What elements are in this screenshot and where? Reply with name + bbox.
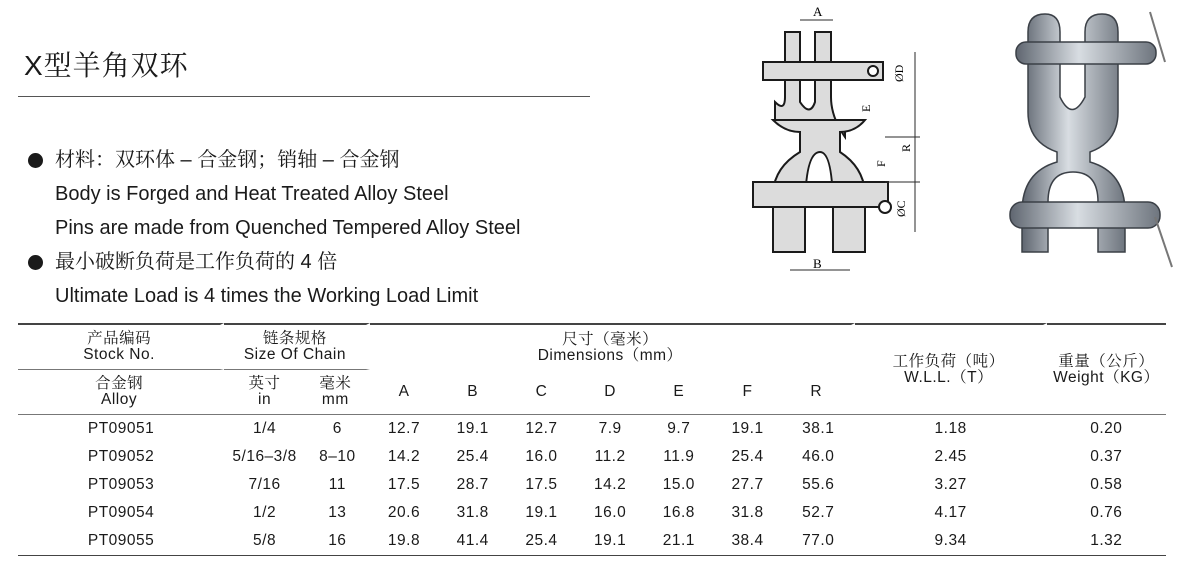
product-photo <box>1000 2 1180 277</box>
bullet-icon <box>28 255 43 270</box>
cell-c: 25.4 <box>507 527 576 556</box>
technical-drawing <box>745 2 935 277</box>
cell-b: 41.4 <box>438 527 507 556</box>
header-stock-cn: 产品编码 <box>87 330 152 347</box>
header-alloy <box>18 370 224 414</box>
header-dim-en: Dimensions（mm） <box>537 346 683 364</box>
cell-stock: PT09053 <box>87 476 155 493</box>
cell-mm: 13 <box>328 504 347 521</box>
cell-a: 17.5 <box>387 476 421 493</box>
bullet-icon <box>28 153 43 168</box>
cell-c: 17.5 <box>525 476 558 493</box>
dim-b-label: B <box>813 256 822 271</box>
cell-weight: 1.32 <box>1047 527 1166 556</box>
cell-e: 11.9 <box>663 448 695 465</box>
cell-wll: 1.18 <box>855 414 1047 443</box>
table-row <box>18 414 1166 443</box>
header-stock-en: Stock No. <box>83 346 155 363</box>
header-dim-b: B <box>467 383 479 400</box>
header-chain-en: Size Of Chain <box>243 346 346 363</box>
dim-d-label: ØD <box>892 64 906 82</box>
cell-r: 77.0 <box>782 527 855 556</box>
cell-wll: 3.27 <box>934 476 967 493</box>
cell-c: 19.1 <box>525 504 558 521</box>
cell-b: 25.4 <box>456 448 489 465</box>
spec-table <box>18 323 1166 556</box>
header-mm <box>305 370 370 414</box>
table-row <box>18 471 1166 499</box>
cell-r: 46.0 <box>802 448 835 465</box>
header-dim-d: D <box>604 383 616 400</box>
cell-a: 14.2 <box>387 448 421 465</box>
header-weight <box>1047 323 1166 414</box>
cell-f: 31.8 <box>731 504 764 521</box>
cell-r: 52.7 <box>802 504 835 521</box>
header-mm-cn: 毫米 <box>319 375 352 392</box>
header-dim-e: E <box>673 383 685 400</box>
cell-d: 14.2 <box>594 476 627 493</box>
header-wll-cn: 工作负荷（吨） <box>892 352 1005 370</box>
cell-b: 19.1 <box>438 414 507 443</box>
header-stock <box>18 323 224 370</box>
cell-weight: 0.20 <box>1047 414 1166 443</box>
cell-c: 16.0 <box>525 448 558 465</box>
spec-body: Body is Forged and Heat Treated Alloy Steel <box>55 183 449 205</box>
page-title: X型羊角双环 <box>24 50 189 81</box>
header-chain-cn: 链条规格 <box>262 330 327 347</box>
header-alloy-en: Alloy <box>101 391 138 408</box>
spec-load-en: Ultimate Load is 4 times the Working Load Limit <box>55 285 479 307</box>
bottom-pin <box>753 182 888 207</box>
cell-d: 19.1 <box>576 527 645 556</box>
cell-f: 19.1 <box>713 414 782 443</box>
spec-load <box>28 245 520 279</box>
table-row <box>18 527 1166 556</box>
cell-mm: 8–10 <box>319 448 356 465</box>
spec-list <box>28 143 520 313</box>
cell-stock: PT09054 <box>87 504 155 521</box>
cell-mm: 6 <box>305 414 370 443</box>
header-dim-f: F <box>742 383 753 400</box>
cell-inch: 1/4 <box>224 414 305 443</box>
header-wll <box>855 323 1047 414</box>
header-wll-en: W.L.L.（T） <box>904 368 994 386</box>
cell-mm: 11 <box>328 476 346 493</box>
cell-d: 11.2 <box>594 448 626 465</box>
cell-a: 20.6 <box>387 504 421 521</box>
spec-material-text: 材料：双环体 – 合金钢；销轴 – 合金钢 <box>55 149 400 171</box>
cell-wll: 2.45 <box>934 448 967 465</box>
cell-d: 7.9 <box>576 414 645 443</box>
header-dim-r: R <box>782 370 855 414</box>
cell-stock: PT09055 <box>18 527 224 556</box>
header-mm-en: mm <box>321 391 349 408</box>
cell-a: 12.7 <box>370 414 439 443</box>
cell-inch: 7/16 <box>248 476 281 493</box>
cell-e: 15.0 <box>662 476 695 493</box>
spec-load-text: 最小破断负荷是工作负荷的 4 倍 <box>55 251 338 273</box>
cell-weight: 0.37 <box>1090 448 1123 465</box>
header-dim-a: A <box>398 383 410 400</box>
table-row <box>18 443 1166 471</box>
cell-d: 16.0 <box>594 504 627 521</box>
header-dimensions <box>370 323 855 370</box>
cell-e: 16.8 <box>662 504 695 521</box>
cell-inch: 5/8 <box>224 527 305 556</box>
spec-pins: Pins are made from Quenched Tempered Alloy Steel <box>55 217 521 239</box>
cell-weight: 0.58 <box>1090 476 1123 493</box>
header-inch <box>224 370 305 414</box>
header-dim-c: C <box>535 383 548 400</box>
cell-wll: 4.17 <box>934 504 967 521</box>
cell-stock: PT09051 <box>18 414 224 443</box>
dim-f-label: F <box>874 160 888 167</box>
dim-c-label: ØC <box>894 200 908 217</box>
header-chain <box>224 323 370 370</box>
cell-r: 38.1 <box>782 414 855 443</box>
header-dim-cn: 尺寸（毫米） <box>562 330 659 348</box>
cell-inch: 1/2 <box>253 504 277 521</box>
top-pin <box>763 62 883 80</box>
cell-f: 38.4 <box>713 527 782 556</box>
cell-weight: 0.76 <box>1090 504 1123 521</box>
header-alloy-cn: 合金钢 <box>95 375 144 392</box>
header-in-en: in <box>258 391 272 408</box>
header-weight-en: Weight（KG） <box>1053 368 1160 386</box>
dim-a-label: A <box>813 4 823 19</box>
table-row <box>18 499 1166 527</box>
cell-f: 27.7 <box>731 476 764 493</box>
cell-e: 9.7 <box>644 414 713 443</box>
cell-stock: PT09052 <box>87 448 155 465</box>
cell-mm: 16 <box>305 527 370 556</box>
spec-material <box>28 143 520 177</box>
cell-inch: 5/16–3/8 <box>232 448 297 465</box>
dim-r-label: R <box>899 143 913 152</box>
cell-wll: 9.34 <box>855 527 1047 556</box>
header-in-cn: 英寸 <box>248 375 281 392</box>
header-weight-cn: 重量（公斤） <box>1058 352 1155 370</box>
cell-c: 12.7 <box>507 414 576 443</box>
cell-b: 31.8 <box>456 504 489 521</box>
title-divider <box>18 96 590 97</box>
cell-e: 21.1 <box>644 527 713 556</box>
cell-b: 28.7 <box>456 476 489 493</box>
cell-a: 19.8 <box>370 527 439 556</box>
cell-f: 25.4 <box>731 448 764 465</box>
cell-r: 55.6 <box>802 476 835 493</box>
dim-e-label: E <box>859 104 873 112</box>
